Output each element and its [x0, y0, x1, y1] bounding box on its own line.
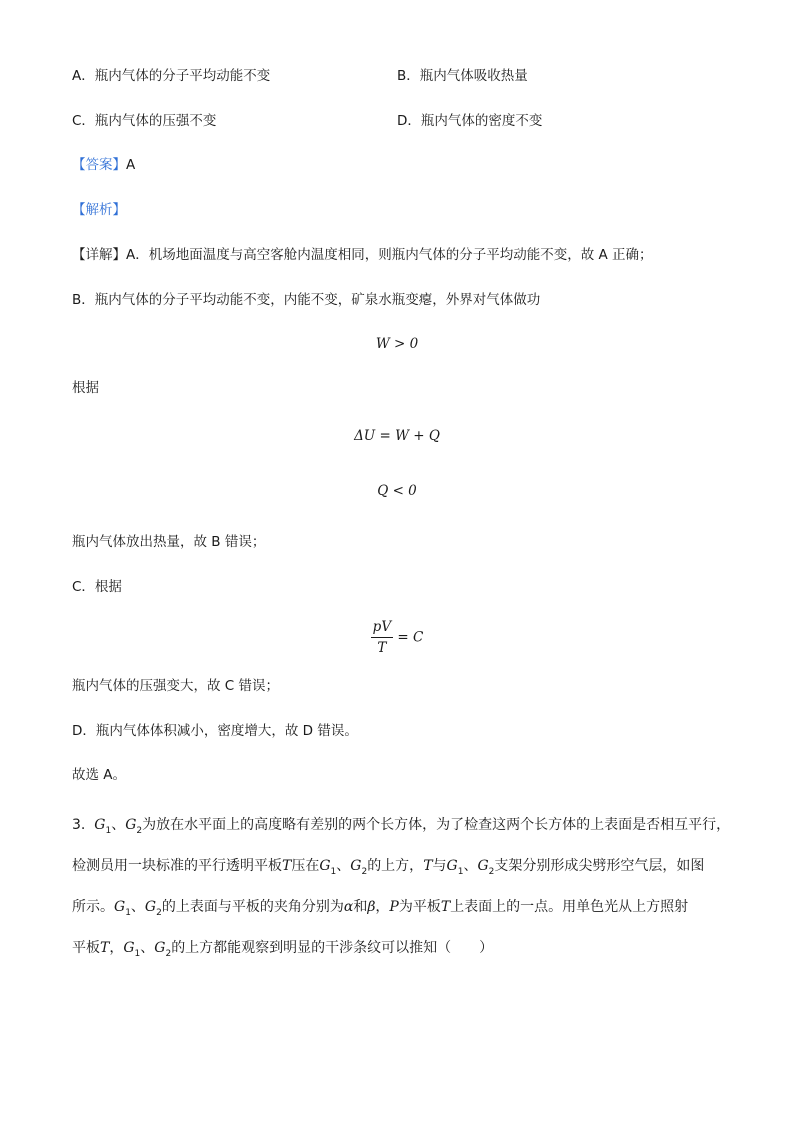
q3-text-4c: 的上方都能观察到明显的干涉条纹可以推知（ ） [171, 940, 494, 956]
fraction [371, 618, 393, 657]
g1-subscript: 1 [134, 948, 141, 959]
separator: 、 [130, 899, 145, 915]
q3-line-3 [72, 897, 742, 923]
choose-answer: 故选 A。 [72, 767, 127, 783]
analysis-label: 【解析】 [72, 202, 126, 218]
detail-c-conclusion: 瓶内气体的压强变大，故 C 错误； [72, 678, 280, 694]
answer-value: A [126, 157, 136, 173]
answer-label: 【答案】 [72, 157, 126, 173]
q3-number: 3. [72, 817, 86, 833]
detail-d-text: D．瓶内气体体积减小，密度增大，故 D 错误。 [72, 723, 358, 739]
g2-symbol: G [144, 899, 157, 915]
q3-line-2 [72, 856, 742, 882]
detail-a-line [72, 245, 653, 265]
q3-text-3a: 所示。 [72, 899, 114, 915]
g2-symbol: G [350, 858, 362, 874]
option-d: D．瓶内气体的密度不变 [397, 113, 543, 129]
g2-subscript: 2 [156, 907, 162, 918]
q3-text-3d: 上表面上的一点。用单色光从上方照射 [450, 899, 689, 915]
g2-subscript: 2 [136, 825, 143, 836]
q3-line-1 [72, 815, 742, 841]
genju-1: 根据 [72, 380, 99, 396]
g1-subscript: 1 [105, 825, 112, 836]
q3-text-1: 为放在水平面上的高度略有差别的两个长方体，为了检查这两个长方体的上表面是否相互平行， [142, 817, 731, 833]
option-b: B．瓶内气体吸收热量 [397, 68, 528, 84]
detail-b-conclusion: 瓶内气体放出热量，故 B 错误； [72, 534, 266, 550]
equation-first-law: ΔU = W + Q [354, 428, 440, 444]
fraction-rhs: = C [397, 629, 424, 646]
q3-text-4b: ， [109, 940, 124, 956]
answer-line [72, 155, 135, 175]
separator: 、 [140, 940, 155, 956]
detail-c-genju: C．根据 [72, 579, 122, 595]
detail-a-text: A．机场地面温度与高空客舱内温度相同，则瓶内气体的分子平均动能不变，故 A 正确； [126, 247, 653, 263]
separator: 、 [336, 858, 351, 874]
q3-text-2d: 与 [432, 858, 447, 874]
g1-symbol: G [114, 899, 126, 915]
q3-text-2e: 支架分别形成尖劈形空气层，如图 [494, 858, 705, 874]
equation-q-negative: Q < 0 [377, 483, 417, 499]
q3-text-3c: 为平板 [398, 899, 441, 915]
t-symbol: T [440, 899, 451, 915]
q3-and: 和 [353, 899, 368, 915]
g2-symbol: G [125, 817, 137, 833]
q3-text-2a: 检测员用一块标准的平行透明平板 [72, 858, 282, 874]
separator: 、 [111, 817, 126, 833]
q3-text-3b: 的上表面与平板的夹角分别为 [161, 899, 344, 915]
q3-text-4a: 平板 [72, 940, 100, 956]
g1-subscript: 1 [125, 907, 131, 918]
equation-gas-law [0, 618, 794, 657]
q3-text-2c: 的上方， [367, 858, 424, 874]
alpha-symbol: α [343, 899, 354, 915]
g1-subscript: 1 [330, 866, 337, 877]
g2-subscript: 2 [361, 866, 368, 877]
t-symbol: T [423, 858, 433, 874]
g2-symbol: G [477, 858, 489, 874]
g1-symbol: G [94, 817, 106, 833]
option-a: A．瓶内气体的分子平均动能不变 [72, 68, 271, 84]
option-c: C．瓶内气体的压强不变 [72, 113, 217, 129]
p-symbol: P [389, 899, 399, 915]
g1-symbol: G [319, 858, 331, 874]
g1-symbol: G [123, 940, 135, 956]
t-symbol: T [282, 858, 292, 874]
t-symbol: T [100, 940, 110, 956]
fraction-numerator: pV [371, 618, 393, 638]
fraction-denominator: T [377, 640, 387, 656]
q3-text-2b: 压在 [291, 858, 320, 874]
g1-subscript: 1 [457, 866, 464, 877]
detail-label: 【详解】 [72, 247, 126, 263]
g2-subscript: 2 [488, 866, 495, 877]
beta-symbol: β [367, 899, 376, 915]
separator: 、 [463, 858, 478, 874]
analysis-line [72, 200, 126, 220]
q3-line-4 [72, 938, 742, 964]
equation-w-positive: W > 0 [375, 336, 419, 352]
g1-symbol: G [446, 858, 458, 874]
g2-subscript: 2 [165, 948, 172, 959]
g2-symbol: G [154, 940, 166, 956]
q3-comma: ， [375, 899, 390, 915]
detail-b-text: B．瓶内气体的分子平均动能不变，内能不变，矿泉水瓶变瘪，外界对气体做功 [72, 292, 541, 308]
